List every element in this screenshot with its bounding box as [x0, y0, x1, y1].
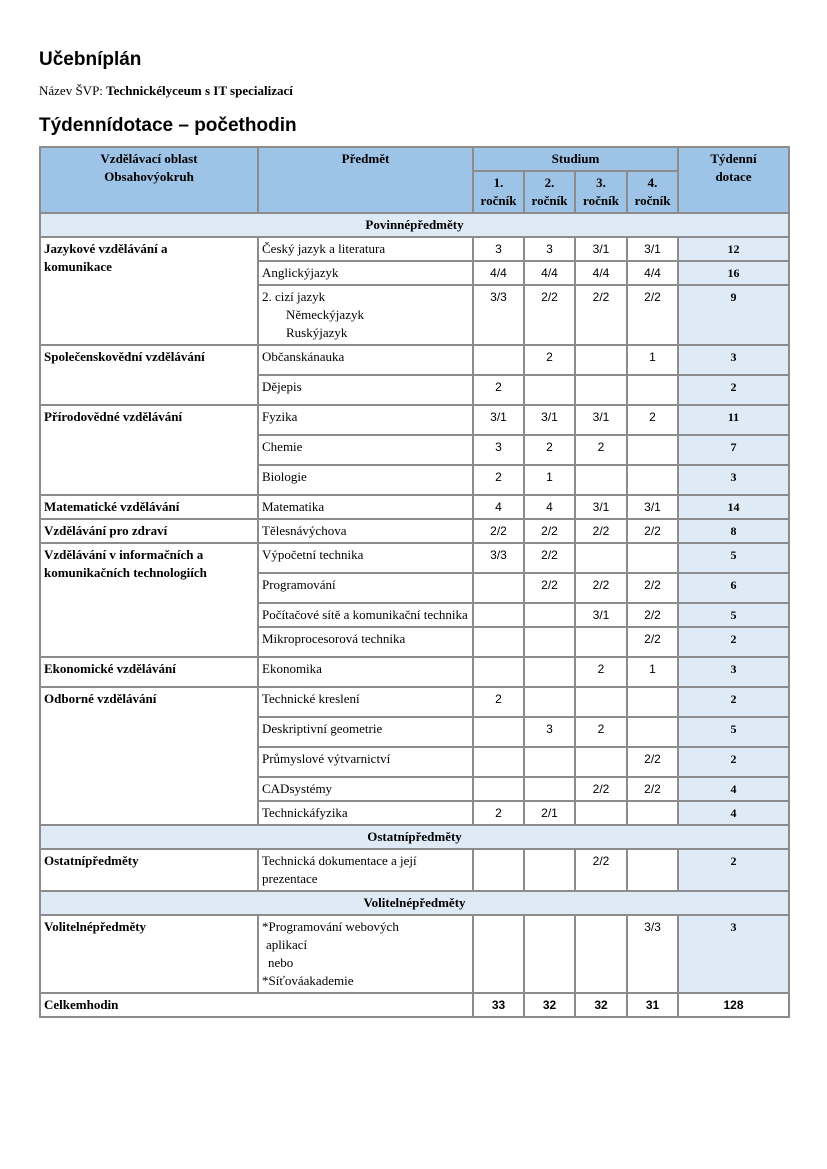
year4-cell: 3/3 — [627, 915, 678, 993]
year3-cell: 2 — [575, 435, 627, 465]
year3-cell — [575, 375, 627, 405]
year3-cell — [575, 543, 627, 573]
year3-cell: 2/2 — [575, 573, 627, 603]
total-cell: 2 — [678, 687, 789, 717]
year3-cell: 2/2 — [575, 777, 627, 801]
year1-cell — [473, 849, 524, 891]
header-weekly — [678, 147, 789, 213]
year4-cell — [627, 687, 678, 717]
year1-cell — [473, 747, 524, 777]
header-weekly-line1: Týdenní — [710, 151, 757, 166]
header-studium: Studium — [473, 147, 678, 171]
total-cell: 9 — [678, 285, 789, 345]
subject-subline: aplikací — [266, 937, 308, 952]
curriculum-table — [39, 146, 790, 1018]
year-label: ročník — [634, 193, 671, 208]
year1-cell: 3 — [473, 435, 524, 465]
year2-cell — [524, 627, 575, 657]
table-row — [40, 345, 789, 375]
year-label: ročník — [480, 193, 517, 208]
year4-cell — [627, 435, 678, 465]
year-num: 4. — [647, 175, 658, 190]
year2-cell — [524, 777, 575, 801]
year4-cell — [627, 849, 678, 891]
year3-cell — [575, 465, 627, 495]
year3-cell: 3/1 — [575, 237, 627, 261]
total-cell: 12 — [678, 237, 789, 261]
header-subject: Předmět — [258, 147, 473, 213]
year4-cell: 4/4 — [627, 261, 678, 285]
year2-cell — [524, 747, 575, 777]
area-ekonomicke: Ekonomické vzdělávání — [40, 657, 258, 687]
area-spolecenske: Společenskovědní vzdělávání — [40, 345, 258, 405]
year3-cell — [575, 627, 627, 657]
subject-line: *Síťováakademie — [262, 973, 354, 988]
year3-cell — [575, 687, 627, 717]
total-cell: 16 — [678, 261, 789, 285]
year1-cell: 2 — [473, 687, 524, 717]
area-jazykove — [40, 237, 258, 345]
subject-cell — [258, 285, 473, 345]
subject-cell: Fyzika — [258, 405, 473, 435]
header-area-line1: Vzdělávací oblast — [100, 151, 198, 166]
subject-cell: Biologie — [258, 465, 473, 495]
year3-cell: 2 — [575, 717, 627, 747]
year2-cell — [524, 915, 575, 993]
year4-cell — [627, 801, 678, 825]
subject-cell: Anglickýjazyk — [258, 261, 473, 285]
subject-cell: Mikroprocesorová technika — [258, 627, 473, 657]
year3-cell — [575, 801, 627, 825]
area-matematicke: Matematické vzdělávání — [40, 495, 258, 519]
table-row — [40, 543, 789, 573]
year2-cell: 2 — [524, 345, 575, 375]
total-cell: 5 — [678, 717, 789, 747]
subject-cell: Občanskánauka — [258, 345, 473, 375]
year2-cell: 2/1 — [524, 801, 575, 825]
year-num: 1. — [493, 175, 504, 190]
year4-cell: 2/2 — [627, 627, 678, 657]
year1-cell — [473, 915, 524, 993]
year3-cell — [575, 345, 627, 375]
total-cell: 2 — [678, 375, 789, 405]
svp-line — [39, 83, 293, 99]
year2-cell: 2 — [524, 435, 575, 465]
year4-cell: 2 — [627, 405, 678, 435]
subject-cell: CADsystémy — [258, 777, 473, 801]
area-line: Vzdělávání v informačních a — [44, 547, 204, 562]
year3-cell: 2 — [575, 657, 627, 687]
total-cell: 6 — [678, 573, 789, 603]
year2-cell: 3 — [524, 717, 575, 747]
table-row — [40, 915, 789, 993]
year3-cell — [575, 747, 627, 777]
year3-total: 32 — [575, 993, 627, 1017]
table-row — [40, 495, 789, 519]
subject-line: *Programování webových — [262, 919, 399, 934]
year1-cell: 2 — [473, 375, 524, 405]
year2-cell — [524, 687, 575, 717]
year4-cell: 1 — [627, 657, 678, 687]
year2-cell — [524, 849, 575, 891]
year4-cell: 2/2 — [627, 519, 678, 543]
year-num: 2. — [544, 175, 555, 190]
year3-cell: 3/1 — [575, 405, 627, 435]
year4-cell: 2/2 — [627, 603, 678, 627]
header-year-1 — [473, 171, 524, 213]
year1-cell — [473, 657, 524, 687]
year4-total: 31 — [627, 993, 678, 1017]
year2-cell — [524, 603, 575, 627]
table-row — [40, 849, 789, 891]
area-zdravi: Vzdělávání pro zdraví — [40, 519, 258, 543]
section-povinne: Povinnépředměty — [40, 213, 789, 237]
year4-cell: 2/2 — [627, 777, 678, 801]
total-cell: 3 — [678, 657, 789, 687]
table-row — [40, 405, 789, 435]
year1-cell: 2 — [473, 465, 524, 495]
section-title: Týdennídotace – počethodin — [39, 115, 297, 136]
area-line: Jazykové vzdělávání a — [44, 241, 168, 256]
area-informacni — [40, 543, 258, 657]
total-cell: 3 — [678, 465, 789, 495]
total-cell: 4 — [678, 777, 789, 801]
year2-cell: 3/1 — [524, 405, 575, 435]
total-cell: 11 — [678, 405, 789, 435]
year3-cell — [575, 915, 627, 993]
header-area — [40, 147, 258, 213]
year1-cell — [473, 777, 524, 801]
year1-cell: 4/4 — [473, 261, 524, 285]
table-row — [40, 657, 789, 687]
total-cell: 5 — [678, 543, 789, 573]
year3-cell: 2/2 — [575, 849, 627, 891]
header-year-4 — [627, 171, 678, 213]
subject-subline: Ruskýjazyk — [286, 325, 348, 340]
year1-total: 33 — [473, 993, 524, 1017]
year2-total: 32 — [524, 993, 575, 1017]
year4-cell: 1 — [627, 345, 678, 375]
header-year-2 — [524, 171, 575, 213]
subject-cell: Deskriptivní geometrie — [258, 717, 473, 747]
year4-cell — [627, 465, 678, 495]
year1-cell — [473, 627, 524, 657]
year3-cell: 2/2 — [575, 519, 627, 543]
year1-cell: 2/2 — [473, 519, 524, 543]
year-label: ročník — [583, 193, 619, 208]
year2-cell: 4 — [524, 495, 575, 519]
area-volitelne: Volitelnépředměty — [40, 915, 258, 993]
subject-cell: Technické kreslení — [258, 687, 473, 717]
area-ostatni: Ostatnípředměty — [40, 849, 258, 891]
year1-cell: 3 — [473, 237, 524, 261]
year3-cell: 3/1 — [575, 495, 627, 519]
year1-cell: 2 — [473, 801, 524, 825]
subject-cell: Počítačové sítě a komunikační technika — [258, 603, 473, 627]
year1-cell — [473, 345, 524, 375]
year2-cell: 2/2 — [524, 519, 575, 543]
year4-cell: 2/2 — [627, 573, 678, 603]
total-cell: 8 — [678, 519, 789, 543]
grand-total: 128 — [678, 993, 789, 1017]
page-title: Učebníplán — [39, 49, 142, 70]
year1-cell: 4 — [473, 495, 524, 519]
year2-cell: 2/2 — [524, 573, 575, 603]
area-line: komunikace — [44, 259, 112, 274]
year1-cell — [473, 717, 524, 747]
subject-cell: Programování — [258, 573, 473, 603]
subject-cell: Průmyslové výtvarnictví — [258, 747, 473, 777]
year2-cell: 4/4 — [524, 261, 575, 285]
total-cell: 2 — [678, 627, 789, 657]
year1-cell — [473, 603, 524, 627]
area-line: komunikačních technologiích — [44, 565, 207, 580]
subject-cell: Chemie — [258, 435, 473, 465]
year3-cell: 3/1 — [575, 603, 627, 627]
svp-label: Název ŠVP: — [39, 83, 103, 98]
total-cell: 14 — [678, 495, 789, 519]
subject-subline: Německýjazyk — [286, 307, 364, 322]
year4-cell: 3/1 — [627, 495, 678, 519]
year4-cell — [627, 717, 678, 747]
total-cell: 3 — [678, 915, 789, 993]
year-label: ročník — [531, 193, 568, 208]
table-row — [40, 687, 789, 717]
total-cell: 4 — [678, 801, 789, 825]
year3-cell: 2/2 — [575, 285, 627, 345]
year1-cell — [473, 573, 524, 603]
area-prirodovedne: Přírodovědné vzdělávání — [40, 405, 258, 495]
year2-cell: 2/2 — [524, 543, 575, 573]
year4-cell — [627, 375, 678, 405]
subject-cell: Technickáfyzika — [258, 801, 473, 825]
total-cell: 7 — [678, 435, 789, 465]
subject-cell: Ekonomika — [258, 657, 473, 687]
svp-name: Technickélyceum s IT specializací — [106, 83, 293, 98]
table-row — [40, 237, 789, 261]
total-cell: 2 — [678, 849, 789, 891]
subject-cell: Matematika — [258, 495, 473, 519]
year4-cell: 2/2 — [627, 747, 678, 777]
subject-cell: Dějepis — [258, 375, 473, 405]
total-cell: 3 — [678, 345, 789, 375]
year2-cell: 1 — [524, 465, 575, 495]
year1-cell: 3/3 — [473, 285, 524, 345]
year4-cell: 2/2 — [627, 285, 678, 345]
year2-cell — [524, 375, 575, 405]
subject-line: 2. cizí jazyk — [262, 289, 326, 304]
table-row — [40, 519, 789, 543]
total-label: Celkemhodin — [40, 993, 473, 1017]
subject-subline: nebo — [268, 955, 294, 970]
section-ostatni: Ostatnípředměty — [40, 825, 789, 849]
header-area-line2: Obsahovýokruh — [104, 169, 194, 184]
year4-cell — [627, 543, 678, 573]
total-row — [40, 993, 789, 1017]
subject-cell: Český jazyk a literatura — [258, 237, 473, 261]
section-volitelne: Volitelnépředměty — [40, 891, 789, 915]
subject-cell — [258, 915, 473, 993]
total-cell: 5 — [678, 603, 789, 627]
area-odborne: Odborné vzdělávání — [40, 687, 258, 825]
subject-cell: Výpočetní technika — [258, 543, 473, 573]
year-num: 3. — [596, 175, 606, 190]
year2-cell: 3 — [524, 237, 575, 261]
subject-cell: Technická dokumentace a její prezentace — [258, 849, 473, 891]
subject-cell: Tělesnávýchova — [258, 519, 473, 543]
year1-cell: 3/1 — [473, 405, 524, 435]
year3-cell: 4/4 — [575, 261, 627, 285]
header-year-3 — [575, 171, 627, 213]
year1-cell: 3/3 — [473, 543, 524, 573]
year2-cell — [524, 657, 575, 687]
year4-cell: 3/1 — [627, 237, 678, 261]
total-cell: 2 — [678, 747, 789, 777]
header-weekly-line2: dotace — [715, 169, 752, 184]
year2-cell: 2/2 — [524, 285, 575, 345]
